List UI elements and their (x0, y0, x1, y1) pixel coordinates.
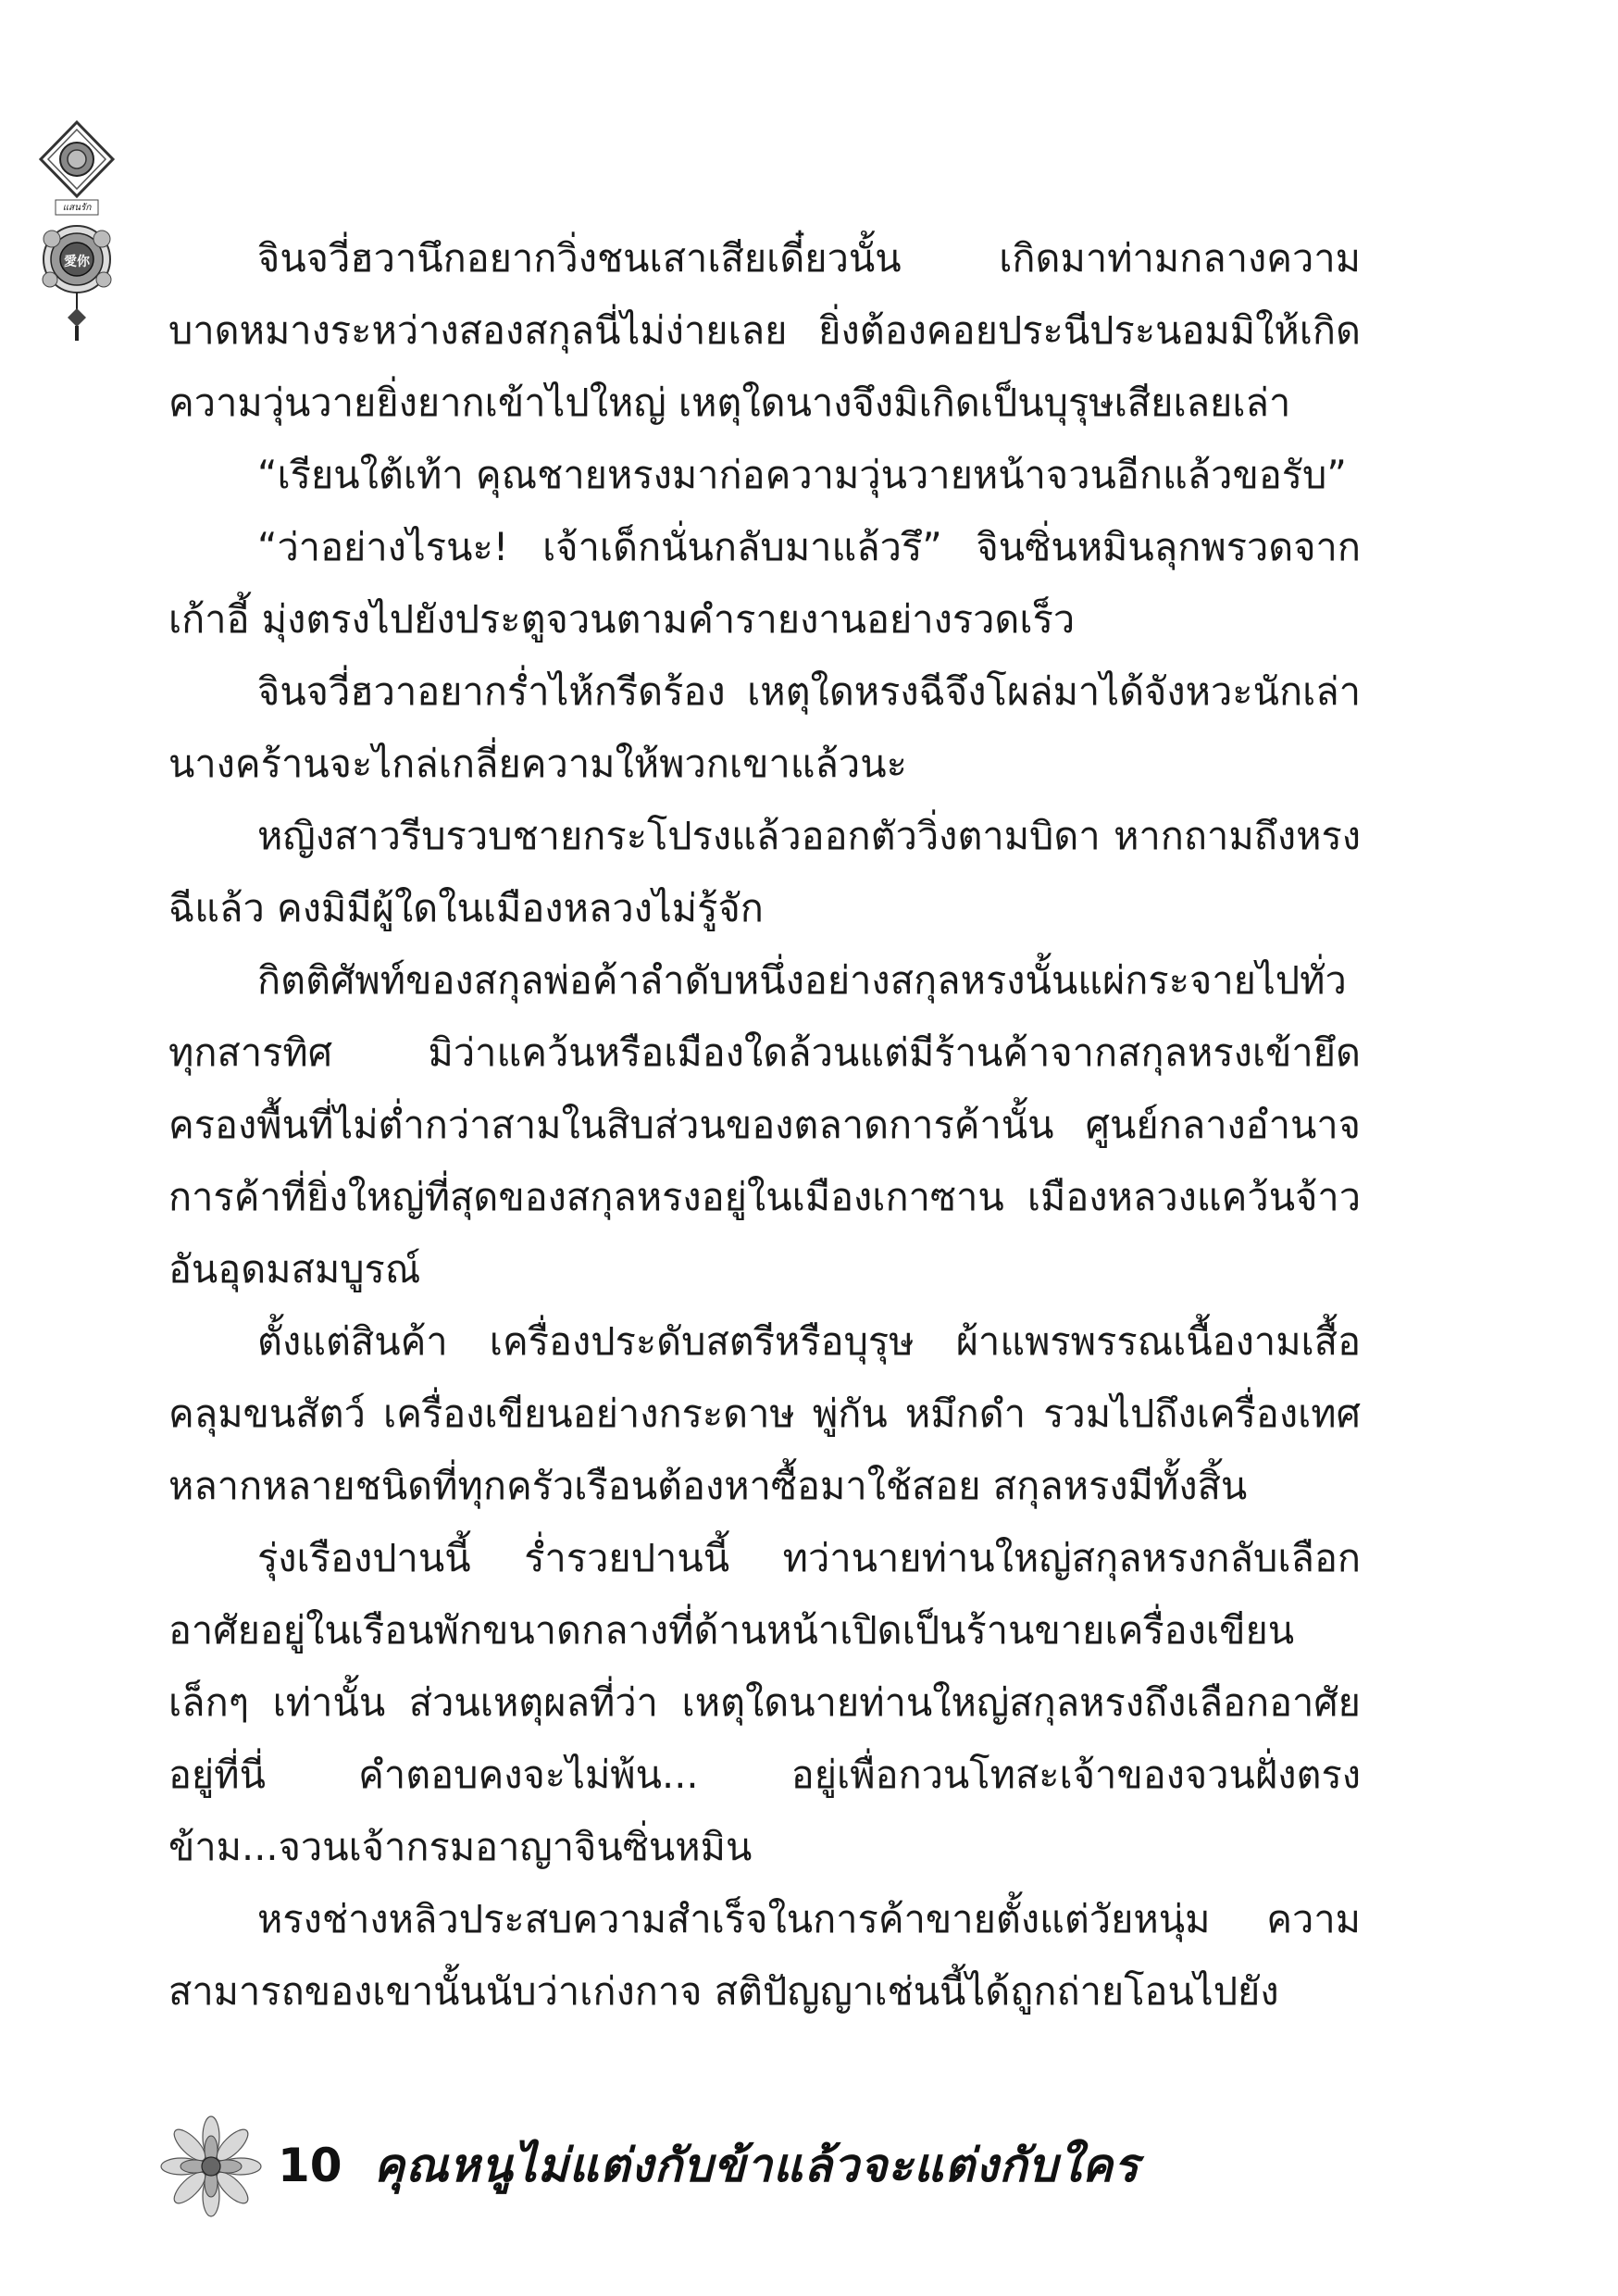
paragraph: จินจวี่ฮวาอยากร่ำไห้กรีดร้อง เหตุใดหรงฉีจึงโผล่มาได้จังหวะนักเล่า นางคร้านจะไกล่เกลี่ยความให้พวกเขาแล้วนะ (168, 668, 1361, 786)
paragraph: จินจวี่ฮวานึกอยากวิ่งชนเสาเสียเดี๋ยวนั้น เกิดมาท่ามกลางความบาดหมางระหว่างสองสกุลนี่ไม่ง่ายเลย ยิ่งต้องคอยประนีประนอมมิให้เกิดความวุ่นวายยิ่งยากเข้าไปใหญ่ เหตุใดนางจึงมิเกิดเป็นบุรุษเสียเลยเล่า (168, 235, 1361, 425)
decorative-medallion-icon (35, 120, 118, 343)
paragraph: หรงช่างหลิวประสบความสำเร็จในการค้าขายตั้งแต่วัยหนุ่ม ความสามารถของเขานั้นนับว่าเก่งกาจ สติปัญญาเช่นนี้ได้ถูกถ่ายโอนไปยัง (168, 1896, 1361, 2014)
page-number: 10 (278, 2139, 342, 2192)
paragraph: กิตติศัพท์ของสกุลพ่อค้าลำดับหนึ่งอย่างสกุลหรงนั้นแผ่กระจายไปทั่วทุกสารทิศ มิว่าแคว้นหรือเมืองใดล้วนแต่มีร้านค้าจากสกุลหรงเข้ายึดครองพื้นที่ไม่ต่ำกว่าสามในสิบส่วนของตลาดการค้านั้น ศูนย์กลางอำนาจการค้าที่ยิ่งใหญ่ที่สุดของสกุลหรงอยู่ในเมืองเกาซาน เมืองหลวงแคว้นจ้าวอันอุดมสมบูรณ์ (168, 957, 1361, 1292)
ornament-logo-text: แสนรัก (62, 203, 92, 213)
paragraph: “ว่าอย่างไรนะ! เจ้าเด็กนั่นกลับมาแล้วรึ” จินซิ่นหมินลุกพรวดจากเก้าอี้ มุ่งตรงไปยังประตูจวนตามคำรายงานอย่างรวดเร็ว (168, 524, 1361, 642)
page-footer (278, 2129, 1139, 2203)
paragraph: “เรียนใต้เท้า คุณชายหรงมาก่อความวุ่นวายหน้าจวนอีกแล้วขอรับ” (257, 452, 1347, 497)
body-text (168, 222, 1361, 2028)
paragraph: รุ่งเรืองปานนี้ ร่ำรวยปานนี้ ทว่านายท่านใหญ่สกุลหรงกลับเลือกอาศัยอยู่ในเรือนพักขนาดกลางที่ด้านหน้าเปิดเป็นร้านขายเครื่องเขียนเล็กๆ เท่านั้น ส่วนเหตุผลที่ว่า เหตุใดนายท่านใหญ่สกุลหรงถึงเลือกอาศัยอยู่ที่นี่ คำตอบคงจะไม่พ้น... อยู่เพื่อกวนโทสะเจ้าของจวนฝั่งตรงข้าม...จวนเจ้ากรมอาญาจินซิ่นหมิน (168, 1535, 1361, 1869)
paragraph: หญิงสาวรีบรวบชายกระโปรงแล้วออกตัววิ่งตามบิดา หากถามถึงหรงฉีแล้ว คงมิมีผู้ใดในเมืองหลวงไม่รู้จัก (168, 813, 1361, 930)
paragraph: ตั้งแต่สินค้า เครื่องประดับสตรีหรือบุรุษ ผ้าแพรพรรณเนื้องามเสื้อคลุมขนสัตว์ เครื่องเขียนอย่างกระดาษ พู่กัน หมึกดำ รวมไปถึงเครื่องเทศหลากหลายชนิดที่ทุกครัวเรือนต้องหาซื้อมาใช้สอย สกุลหรงมีทั้งสิ้น (168, 1318, 1361, 1508)
chrysanthemum-flower-icon (156, 2111, 267, 2222)
book-title: คุณหนูไม่แต่งกับข้าแล้วจะแต่งกับใคร (373, 2139, 1139, 2192)
ornament-seal-text: 愛你 (64, 255, 90, 269)
